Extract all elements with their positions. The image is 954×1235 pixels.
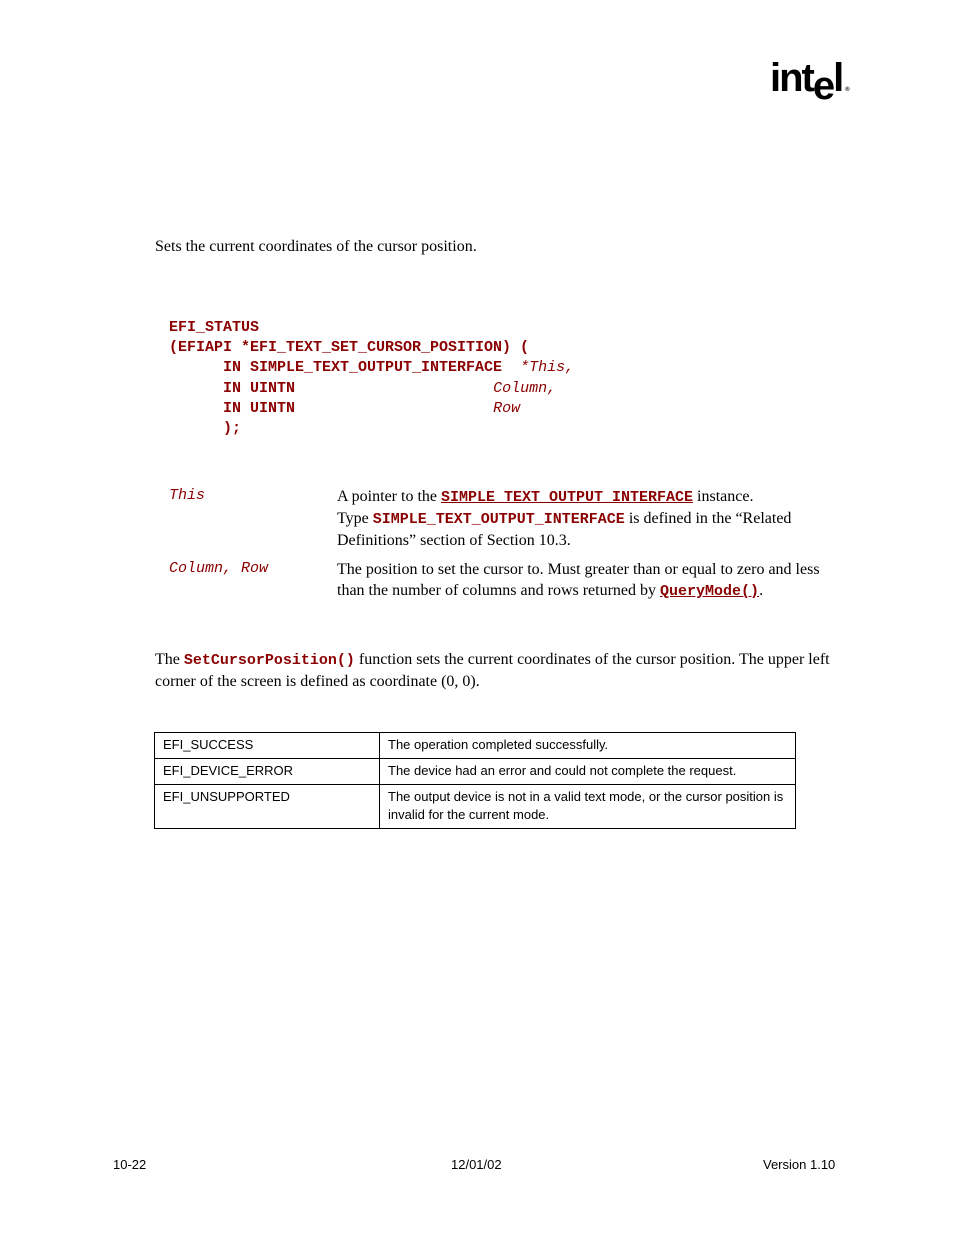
footer-version: Version 1.10	[763, 1157, 836, 1172]
param-name-column-row: Column, Row	[169, 560, 269, 577]
status-code: EFI_UNSUPPORTED	[155, 785, 380, 829]
param-desc-column-row	[337, 559, 837, 602]
param-desc-text: instance.	[693, 488, 754, 505]
table-row	[155, 733, 796, 759]
table-row	[155, 785, 796, 829]
description-text: The	[155, 651, 184, 668]
param-desc-text: .	[759, 582, 764, 599]
footer-page-number: 10-22	[113, 1157, 147, 1172]
status-desc: The device had an error and could not complete the request.	[380, 759, 796, 785]
querymode-link[interactable]: QueryMode()	[660, 583, 760, 600]
intel-logo: intel ®	[770, 56, 850, 108]
status-desc: The output device is not in a valid text mode, or the cursor position is invalid for the current mode.	[380, 785, 796, 829]
simple-text-output-interface-link[interactable]: SIMPLE_TEXT_OUTPUT_INTERFACE	[440, 489, 694, 506]
prototype-code	[169, 318, 574, 439]
code-line-3: IN SIMPLE_TEXT_OUTPUT_INTERFACE	[223, 359, 503, 377]
description-paragraph	[155, 649, 835, 692]
description-text: function sets the current coordinates of the cursor position. The upper left corner of the screen is defined as coordinate (0, 0).	[155, 651, 830, 690]
code-line-2: (EFIAPI *EFI_TEXT_SET_CURSOR_POSITION) (	[169, 339, 530, 357]
code-line-4: IN UINTN	[223, 379, 296, 397]
simple-text-output-interface-type: SIMPLE_TEXT_OUTPUT_INTERFACE	[372, 511, 625, 528]
param-desc-text: A pointer to the	[337, 488, 441, 505]
status-codes-table	[154, 732, 796, 829]
param-name-this: This	[169, 487, 206, 504]
table-row	[155, 759, 796, 785]
param-desc-text: The position to set the cursor to. Must greater than or equal to zero and less than the number of columns and rows returned by	[337, 561, 820, 599]
status-code: EFI_DEVICE_ERROR	[155, 759, 380, 785]
status-desc: The operation completed successfully.	[380, 733, 796, 759]
param-desc-text: Type	[337, 510, 373, 527]
code-arg-column: Column,	[493, 379, 557, 397]
param-desc-this	[337, 486, 837, 551]
status-code: EFI_SUCCESS	[155, 733, 380, 759]
code-arg-this: *This,	[520, 359, 575, 377]
param-desc-text: is defined in the “Related Definitions” section of Section 10.3.	[337, 510, 792, 549]
setcursorposition-function: SetCursorPosition()	[183, 652, 355, 669]
code-line-1: EFI_STATUS	[169, 319, 260, 336]
code-arg-row: Row	[493, 399, 521, 417]
code-line-6: );	[223, 420, 242, 438]
summary-text: Sets the current coordinates of the cursor position.	[155, 238, 477, 255]
code-line-5: IN UINTN	[223, 399, 296, 417]
registered-mark: ®	[845, 87, 850, 93]
footer-date: 12/01/02	[451, 1157, 502, 1172]
